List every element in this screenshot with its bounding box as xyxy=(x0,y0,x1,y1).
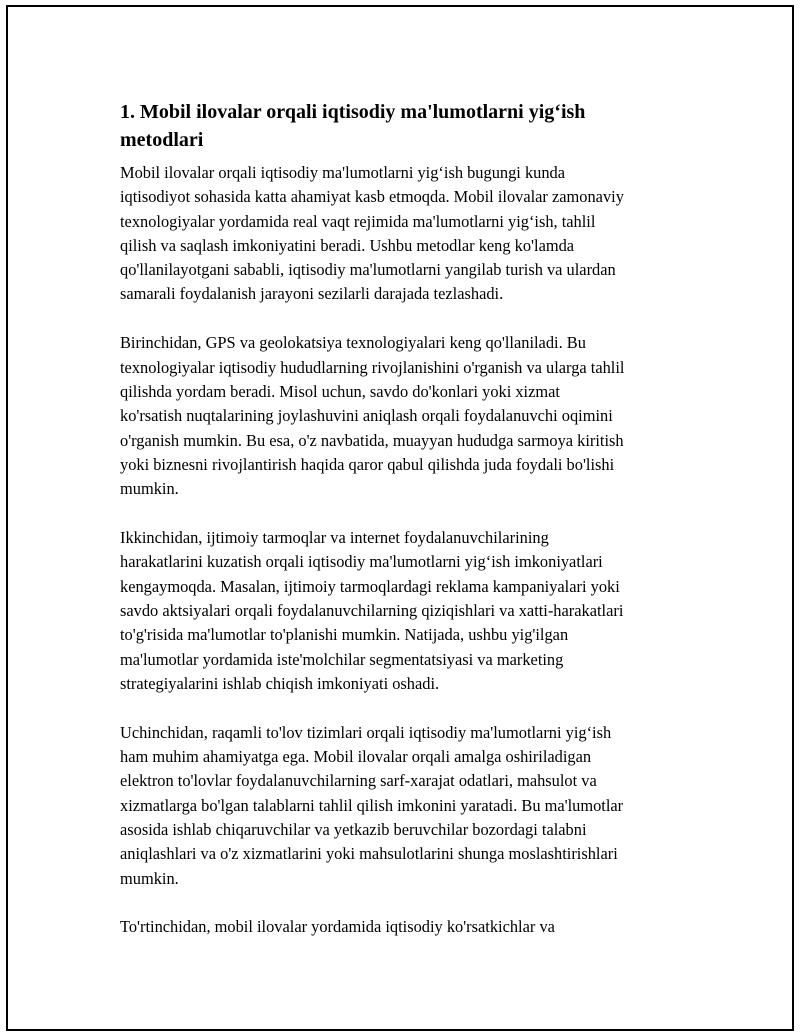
text-line: elektron to'lovlar foydalanuvchilarning sarf-xarajat odatlari, mahsulot va xyxy=(120,771,597,791)
paragraph-fourth xyxy=(120,915,710,939)
text-line: Ikkinchidan, ijtimoiy tarmoqlar va internet foydalanuvchilarining xyxy=(120,528,549,548)
text-line: kengaymoqda. Masalan, ijtimoiy tarmoqlardagi reklama kampaniyalari yoki xyxy=(120,576,620,596)
text-line: yoki biznesni rivojlantirish haqida qaror qabul qilishda juda foydali bo'lishi xyxy=(120,454,615,474)
text-line: asosida ishlab chiqaruvchilar va yetkazib beruvchilar bozordagi talabni xyxy=(120,819,587,839)
text-line: qo'llanilayotgani sababli, iqtisodiy ma'lumotlarni yangilab turish va ulardan xyxy=(120,260,616,280)
text-line: aniqlashlari va o'z xizmatlarini yoki mahsulotlarini shunga moslashtirishlari xyxy=(120,844,618,864)
text-line: Mobil ilovalar orqali iqtisodiy ma'lumotlarni yig‘ish bugungi kunda xyxy=(120,163,565,182)
section-heading xyxy=(120,98,710,154)
page-frame xyxy=(6,5,794,1031)
text-line: ma'lumotlar yordamida iste'molchilar segmentatsiyasi va marketing xyxy=(120,649,564,669)
text-line: mumkin. xyxy=(120,479,179,499)
text-line: ko'rsatish nuqtalarining joylashuvini aniqlash orqali foydalanuvchi oqimini xyxy=(120,406,613,426)
text-line: harakatlarini kuzatish orqali iqtisodiy ma'lumotlarni yig‘ish imkoniyatlari xyxy=(120,552,603,572)
paragraph-first xyxy=(120,331,710,501)
text-line: qilishda yordam beradi. Misol uchun, savdo do'konlari yoki xizmat xyxy=(120,381,560,401)
text-line: Birinchidan, GPS va geolokatsiya texnologiyalari keng qo'llaniladi. Bu xyxy=(120,333,586,353)
text-line: to'g'risida ma'lumotlar to'planishi mumkin. Natijada, ushbu yig'ilgan xyxy=(120,625,569,645)
text-line: To'rtinchidan, mobil ilovalar yordamida iqtisodiy ko'rsatkichlar va xyxy=(120,917,555,937)
text-line: Uchinchidan, raqamli to'lov tizimlari orqali iqtisodiy ma'lumotlarni yig‘ish xyxy=(120,722,612,742)
text-line: o'rganish mumkin. Bu esa, o'z navbatida, muayyan hududga sarmoya kiritish xyxy=(120,430,624,450)
text-line: xizmatlarga bo'lgan talablarni tahlil qilish imkonini yaratadi. Bu ma'lumotlar xyxy=(120,795,624,815)
text-line: iqtisodiyot sohasida katta ahamiyat kasb etmoqda. Mobil ilovalar zamonaviy xyxy=(120,187,624,207)
text-line: mumkin. xyxy=(120,868,179,888)
heading-line: 1. Mobil ilovalar orqali iqtisodiy ma'lumotlarni yig‘ish xyxy=(120,101,586,123)
text-line: ham muhim ahamiyatga ega. Mobil ilovalar orqali amalga oshiriladigan xyxy=(120,747,592,767)
text-line: texnologiyalar iqtisodiy hududlarning rivojlanishini o'rganish va ularga tahlil xyxy=(120,357,625,377)
document-body xyxy=(120,98,710,964)
text-line: texnologiyalar yordamida real vaqt rejimida ma'lumotlarni yig‘ish, tahlil xyxy=(120,211,596,231)
paragraph-third xyxy=(120,721,710,891)
text-line: strategiyalarini ishlab chiqish imkoniyati oshadi. xyxy=(120,673,440,693)
heading-line: metodlari xyxy=(120,129,204,151)
text-line: savdo aktsiyalari orqali foydalanuvchilarning qiziqishlari va xatti-harakatlari xyxy=(120,600,624,620)
paragraph-intro xyxy=(120,161,710,307)
text-line: qilish va saqlash imkoniyatini beradi. Ushbu metodlar keng ko'lamda xyxy=(120,235,575,255)
paragraph-second xyxy=(120,526,710,696)
text-line: samarali foydalanish jarayoni sezilarli darajada tezlashadi. xyxy=(120,284,504,304)
